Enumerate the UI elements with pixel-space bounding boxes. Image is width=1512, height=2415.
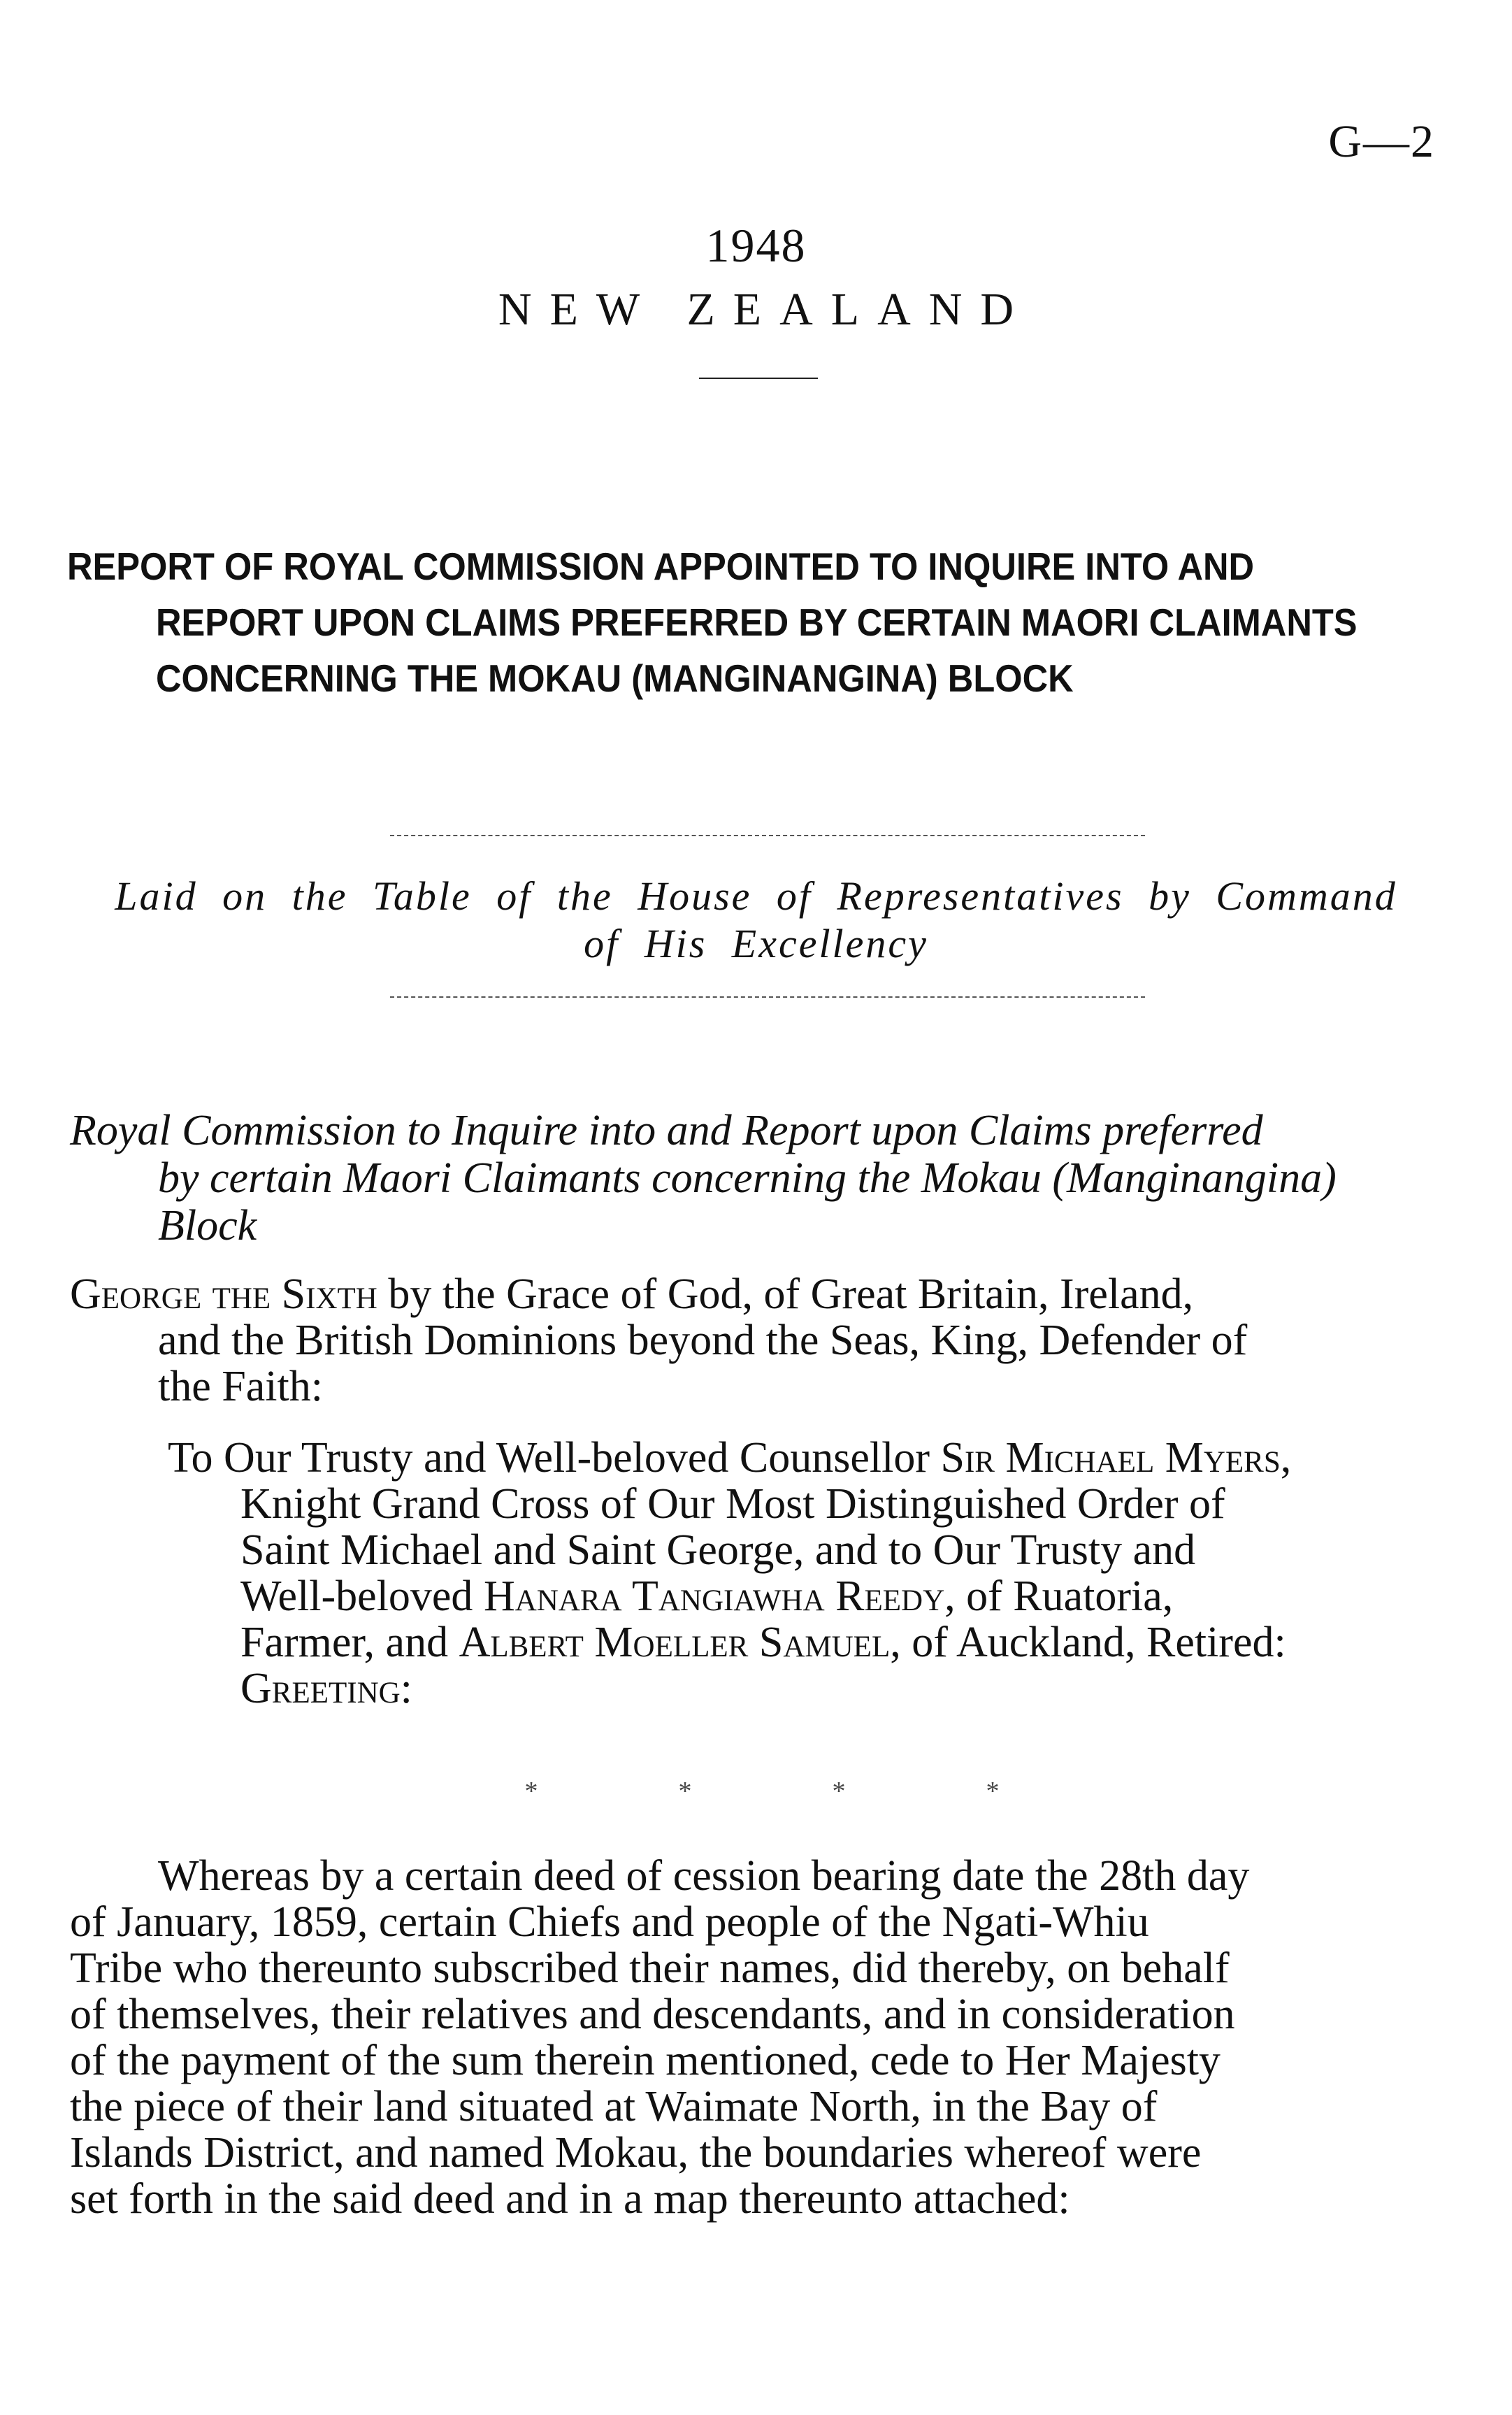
asterisk-mark: * bbox=[986, 1777, 1000, 1806]
document-code: G—2 bbox=[1328, 116, 1435, 167]
commission-title-line: Block bbox=[158, 1202, 257, 1249]
divider-top bbox=[390, 835, 1145, 836]
report-title-line: REPORT UPON CLAIMS PREFERRED BY CERTAIN MAORI CLAIMANTS bbox=[155, 601, 1358, 644]
paragraph-line: Whereas by a certain deed of cession bearing date the 28th day bbox=[158, 1852, 1250, 1900]
paragraph-line: and the British Dominions beyond the Seas, King, Defender of bbox=[158, 1317, 1248, 1364]
sovereign-name: George the Sixth bbox=[70, 1270, 377, 1318]
asterisk-mark: * bbox=[832, 1777, 846, 1806]
country-heading: NEW ZEALAND bbox=[498, 284, 1032, 335]
paragraph-line: George the Sixth by the Grace of God, of Great Britain, Ireland, bbox=[70, 1270, 1194, 1318]
commission-title bbox=[70, 1107, 1440, 1249]
asterisk-mark: * bbox=[524, 1777, 538, 1806]
royal-style-paragraph bbox=[70, 1271, 1440, 1410]
paragraph-line: of the payment of the sum therein mentioned, cede to Her Majesty bbox=[70, 2037, 1221, 2084]
laid-note-line: of His Excellency bbox=[584, 921, 928, 966]
paragraph-line: Farmer, and Albert Moeller Samuel, of Auckland, Retired: bbox=[240, 1619, 1286, 1666]
commissioner-name: Hanara Tangiawha Reedy bbox=[483, 1572, 945, 1620]
report-title bbox=[67, 538, 1358, 706]
report-title-line: REPORT OF ROYAL COMMISSION APPOINTED TO INQUIRE INTO AND bbox=[67, 545, 1255, 588]
report-title-line: CONCERNING THE MOKAU (MANGINANGINA) BLOCK bbox=[155, 657, 1074, 700]
paragraph-line: Tribe who thereunto subscribed their names, did thereby, on behalf bbox=[70, 1944, 1230, 1992]
laid-on-table-note bbox=[0, 873, 1512, 968]
paragraph-line: Saint Michael and Saint George, and to Our Trusty and bbox=[240, 1526, 1196, 1574]
paragraph-line: Islands District, and named Mokau, the boundaries whereof were bbox=[70, 2129, 1202, 2177]
paragraph-line: Knight Grand Cross of Our Most Distinguished Order of bbox=[240, 1480, 1225, 1528]
paragraph-line: the Faith: bbox=[158, 1363, 323, 1410]
section-break bbox=[517, 1776, 1007, 1807]
laid-note-line: Laid on the Table of the House of Representatives by Command bbox=[115, 873, 1397, 919]
commission-title-line: by certain Maori Claimants concerning the Mokau (Manginangina) bbox=[158, 1154, 1337, 1202]
commission-title-line: Royal Commission to Inquire into and Report upon Claims preferred bbox=[70, 1107, 1263, 1154]
paragraph-line: of January, 1859, certain Chiefs and people of the Ngati-Whiu bbox=[70, 1898, 1149, 1946]
document-year: 1948 bbox=[705, 219, 807, 272]
address-paragraph bbox=[168, 1435, 1440, 1712]
commissioner-name: Albert Moeller Samuel bbox=[459, 1619, 891, 1666]
paragraph-line: of themselves, their relatives and descendants, and in consideration bbox=[70, 1991, 1235, 2038]
paragraph-line: To Our Trusty and Well-beloved Counsellor Sir Michael Myers, bbox=[168, 1434, 1292, 1482]
paragraph-line: Well-beloved Hanara Tangiawha Reedy, of Ruatoria, bbox=[240, 1572, 1174, 1620]
paragraph-line: set forth in the said deed and in a map thereunto attached: bbox=[70, 2175, 1070, 2223]
short-divider bbox=[699, 378, 818, 379]
whereas-paragraph bbox=[70, 1853, 1440, 2222]
asterisk-mark: * bbox=[678, 1777, 692, 1806]
greeting: Greeting: bbox=[240, 1665, 412, 1712]
commissioner-name: Sir Michael Myers bbox=[940, 1434, 1281, 1482]
paragraph-line: the piece of their land situated at Waimate North, in the Bay of bbox=[70, 2083, 1158, 2130]
divider-bottom bbox=[390, 996, 1145, 998]
